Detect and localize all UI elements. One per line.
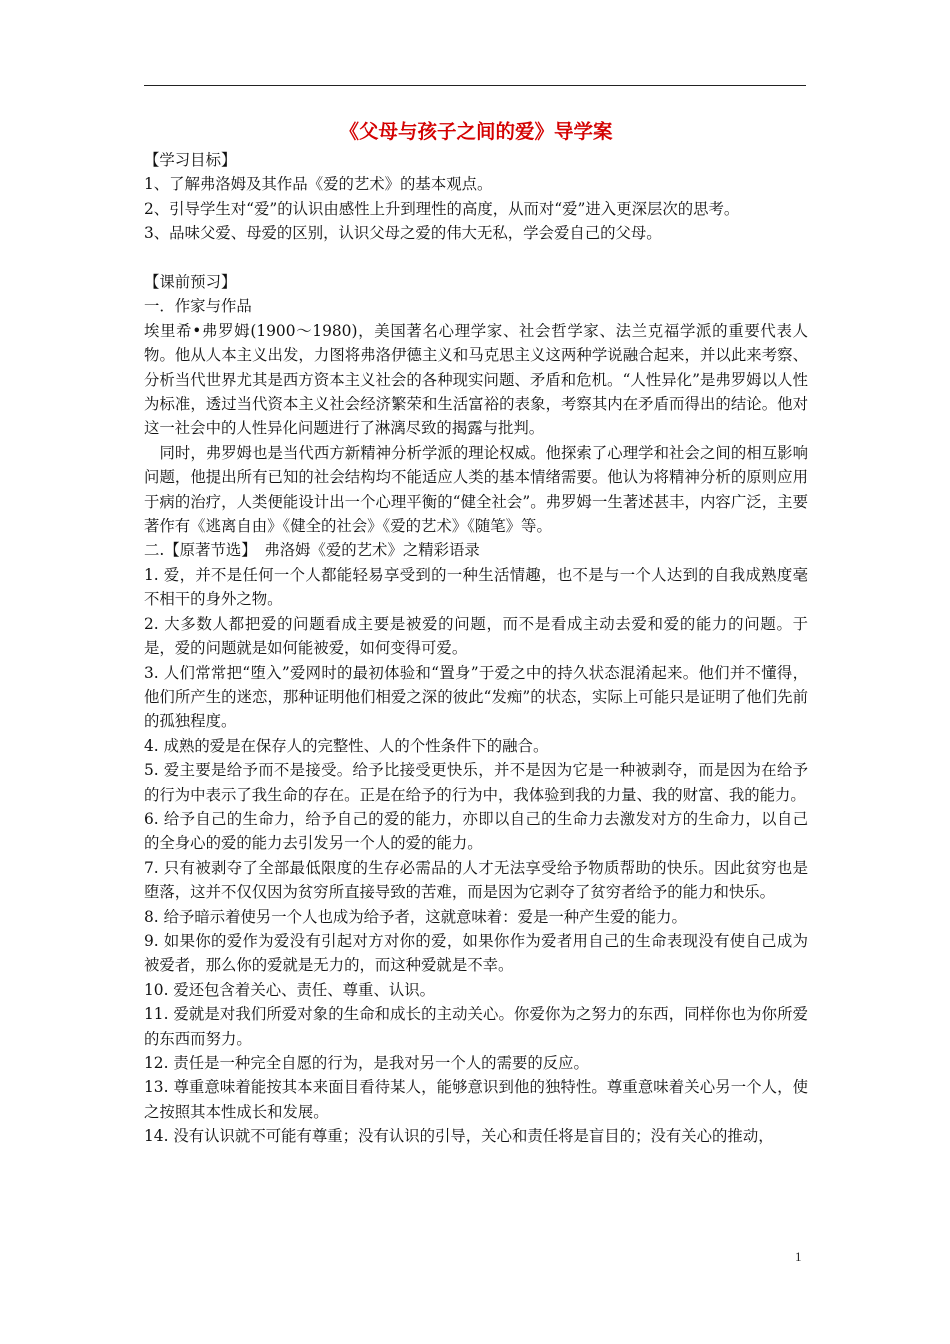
quote-item: 2. 大多数人都把爱的问题看成主要是被爱的问题，而不是看成主动去爱和爱的能力的问题。于是，爱的问题就是如何能被爱，如何变得可爱。 [144,614,808,658]
document-title: 《父母与孩子之间的爱》导学案 [339,120,613,143]
section-heading: 一．作家与作品 [144,297,252,316]
quote-item: 8. 给予暗示着使另一个人也成为给予者，这就意味着：爱是一种产生爱的能力。 [144,907,687,926]
goal-item: 1、了解弗洛姆及其作品《爱的艺术》的基本观点。 [144,175,493,194]
quote-item: 5. 爱主要是给予而不是接受。给予比接受更快乐，并不是因为它是一种被剥夺，而是因为在给予的行为中表示了我生命的存在。正是在给予的行为中，我体验到我的力量、我的财富、我的能力。 [144,761,808,804]
preview-heading: 【课前预习】 [144,273,237,292]
quote-item: 7. 只有被剥夺了全部最低限度的生存必需品的人才无法享受给予物质帮助的快乐。因此贫穷也是堕落，这并不仅仅因为贫穷所直接导致的苦难，而是因为它剥夺了贫穷者给予的能力和快乐。 [144,858,808,902]
header-rule [144,85,806,86]
goal-item: 3、品味父爱、母爱的区别，认识父母之爱的伟大无私，学会爱自己的父母。 [144,224,662,243]
quote-item: 11. 爱就是对我们所爱对象的生命和成长的主动关心。你爱你为之努力的东西，同样你也为你所爱的东西而努力。 [144,1005,808,1048]
author-paragraph: 埃里希•弗罗姆(1900～1980)，美国著名心理学家、社会哲学家、法兰克福学派的重要代表人物。他从人本主义出发，力图将弗洛伊德主义和马克思主义这两种学说融合起来，并以此来考察、分析当代世界尤其是西方资本主义社会的各种现实问题、矛盾和危机。“人性异化”是弗罗姆以人性为标准，透过当代资本主义社会经济繁荣和生活富裕的表象，考察其内在矛盾而得出的结论。他对这一社会中的人性异化问题进行了淋漓尽致的揭露与批判。 [144,321,808,438]
quote-item: 12. 责任是一种完全自愿的行为，是我对另一个人的需要的反应。 [144,1054,589,1073]
goal-item: 2、引导学生对“爱”的认识由感性上升到理性的高度，从而对“爱”进入更深层次的思考。 [144,199,740,218]
quote-item: 6. 给予自己的生命力，给予自己的爱的能力，亦即以自己的生命力去激发对方的生命力，以自己的全身心的爱的能力去引发另一个人的爱的能力。 [144,809,808,853]
spacer [144,246,808,270]
document-body [144,118,808,1149]
author-paragraph: 同时，弗罗姆也是当代西方新精神分析学派的理论权威。他探索了心理学和社会之间的相互影响问题，他提出所有已知的社会结构均不能适应人类的基本情绪需要。他认为将精神分析的原则应用于病的治疗，人类便能设计出一个心理平衡的“健全社会”。弗罗姆一生著述甚丰，内容广泛，主要著作有《逃离自由》《健全的社会》《爱的艺术》《随笔》等。 [144,443,808,536]
quote-item: 13. 尊重意味着能按其本来面目看待某人，能够意识到他的独特性。尊重意味着关心另一个人，使之按照其本性成长和发展。 [144,1078,808,1121]
quote-item: 14. 没有认识就不可能有尊重；没有认识的引导，关心和责任将是盲目的；没有关心的推动， [144,1127,774,1146]
quote-item: 10. 爱还包含着关心、责任、尊重、认识。 [144,980,436,999]
section-heading: 二.【原著节选】 弗洛姆《爱的艺术》之精彩语录 [144,541,480,560]
quote-item: 4. 成熟的爱是在保存人的完整性、人的个性条件下的融合。 [144,736,549,755]
goals-heading: 【学习目标】 [144,151,237,169]
page-number: 1 [795,1249,802,1264]
quote-item: 9. 如果你的爱作为爱没有引起对方对你的爱，如果你作为爱者用自己的生命表现没有使自己成为被爱者，那么你的爱就是无力的，而这种爱就是不幸。 [144,931,808,975]
quote-item: 1. 爱，并不是任何一个人都能轻易享受到的一种生活情趣，也不是与一个人达到的自我成熟度毫不相干的身外之物。 [144,565,808,609]
quote-item: 3. 人们常常把“堕入”爱网时的最初体验和“置身”于爱之中的持久状态混淆起来。他们并不懂得，他们所产生的迷恋，那种证明他们相爱之深的彼此“发痴”的状态，实际上可能只是证明了他们先前的孤独程度。 [144,663,808,731]
